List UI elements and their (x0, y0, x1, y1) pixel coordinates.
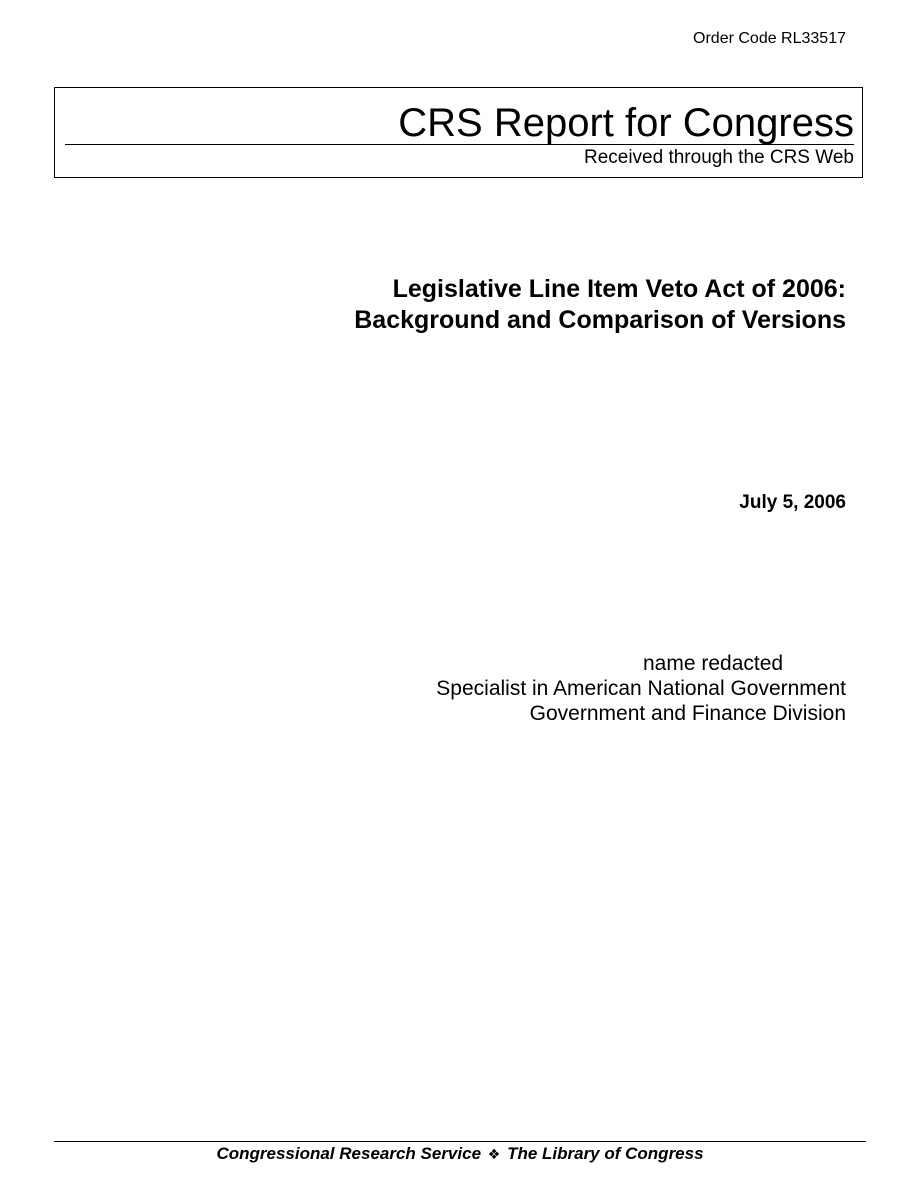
order-code: Order Code RL33517 (693, 30, 846, 47)
footer (0, 1143, 920, 1166)
banner-subtitle: Received through the CRS Web (583, 147, 854, 168)
author-name: name redacted (643, 652, 784, 675)
footer-separator-icon: ❖ (487, 1147, 501, 1163)
banner-rule (65, 144, 854, 145)
footer-library: The Library of Congress (507, 1144, 704, 1163)
banner-title: CRS Report for Congress (398, 101, 854, 145)
report-date: July 5, 2006 (739, 492, 846, 513)
author-division: Government and Finance Division (529, 702, 846, 725)
footer-rule (54, 1141, 866, 1142)
author-position: Specialist in American National Government (436, 677, 846, 700)
report-title (354, 274, 846, 336)
author-block (436, 676, 846, 726)
footer-publisher: Congressional Research Service (216, 1144, 482, 1163)
report-banner (54, 87, 863, 178)
report-title-line-2: Background and Comparison of Versions (354, 306, 846, 334)
report-title-line-1: Legislative Line Item Veto Act of 2006: (392, 275, 846, 303)
